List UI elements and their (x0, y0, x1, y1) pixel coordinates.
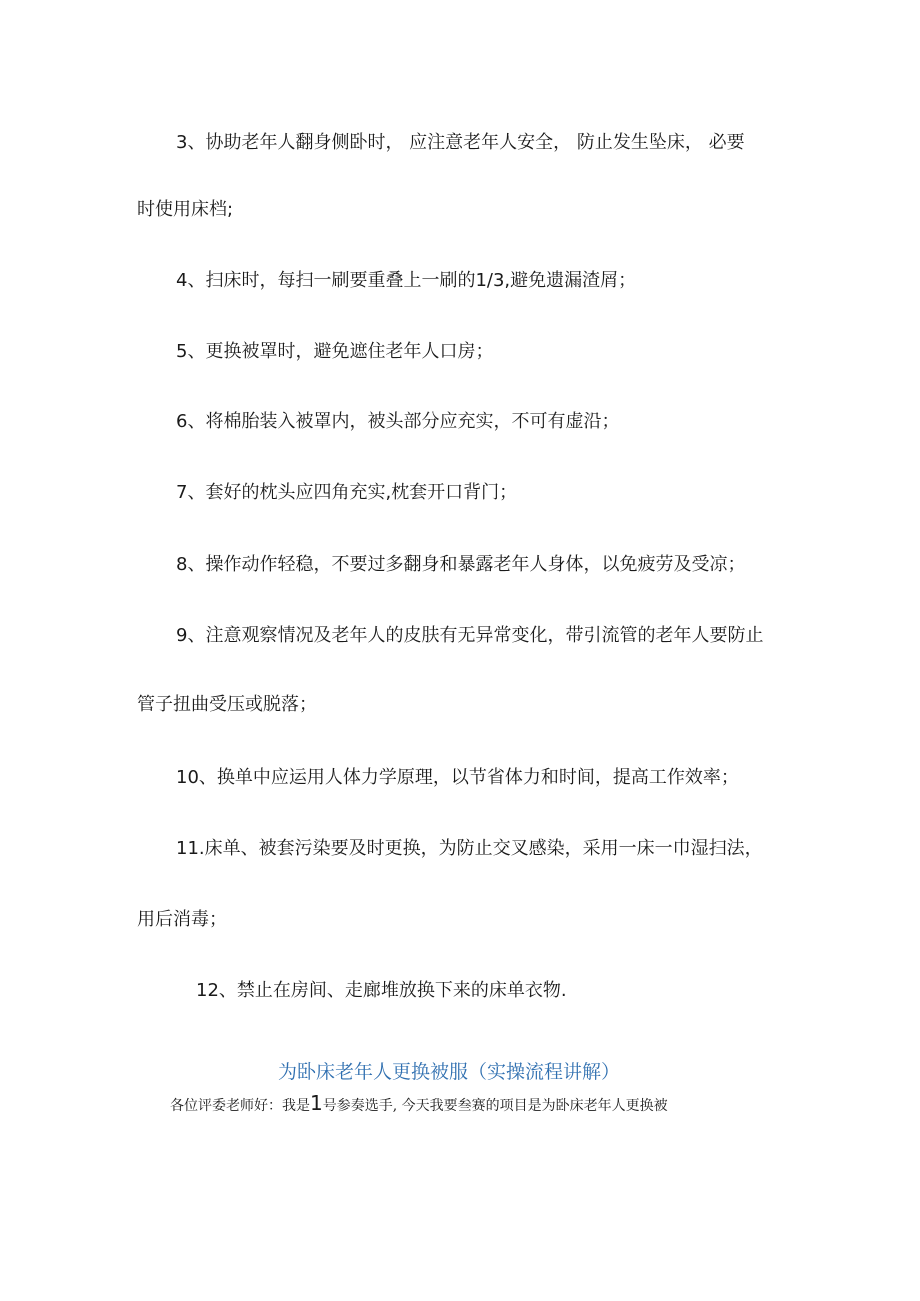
item-5: 5、更换被罩时，避免遮住老年人口房； (176, 341, 494, 362)
item-3-line-1: 3、协助老年人翻身侧卧时， 应注意老年人安全， 防止发生坠床， 必要 (176, 132, 745, 153)
item-6: 6、将棉胎装入被罩内，被头部分应充实，不可有虚沿； (176, 411, 620, 432)
item-11-line-2: 用后消毒； (137, 909, 227, 930)
item-4: 4、扫床时，每扫一刷要重叠上一刷的1/3,避免遗漏渣屑； (176, 270, 637, 291)
item-12: 12、禁止在房间、走廊堆放换下来的床单衣物. (196, 980, 567, 1001)
section-title: 为卧床老年人更换被服（实操流程讲解） (278, 1061, 621, 1083)
item-7: 7、套好的枕头应四角充实,枕套开口背门； (176, 482, 518, 503)
item-9-line-2: 管子扭曲受压或脱落； (137, 694, 317, 715)
item-3-line-2: 时使用床档; (137, 199, 234, 220)
intro-paragraph (170, 1093, 668, 1116)
contestant-number: 1 (310, 1091, 323, 1115)
intro-after: 号参奏选手, 今天我要叁赛的项目是为卧床老年人更换被 (322, 1098, 668, 1114)
intro-before: 各位评委老师好：我是 (170, 1098, 310, 1114)
item-11-line-1: 11.床单、被套污染要及时更换，为防止交叉感染，采用一床一巾湿扫法， (176, 838, 763, 859)
item-10: 10、换单中应运用人体力学原理，以节省体力和时间，提高工作效率； (176, 767, 739, 788)
item-8: 8、操作动作轻稳，不要过多翻身和暴露老年人身体，以免疲劳及受凉； (176, 554, 746, 575)
item-9-line-1: 9、注意观察情况及老年人的皮肤有无异常变化，带引流管的老年人要防止 (176, 625, 764, 646)
